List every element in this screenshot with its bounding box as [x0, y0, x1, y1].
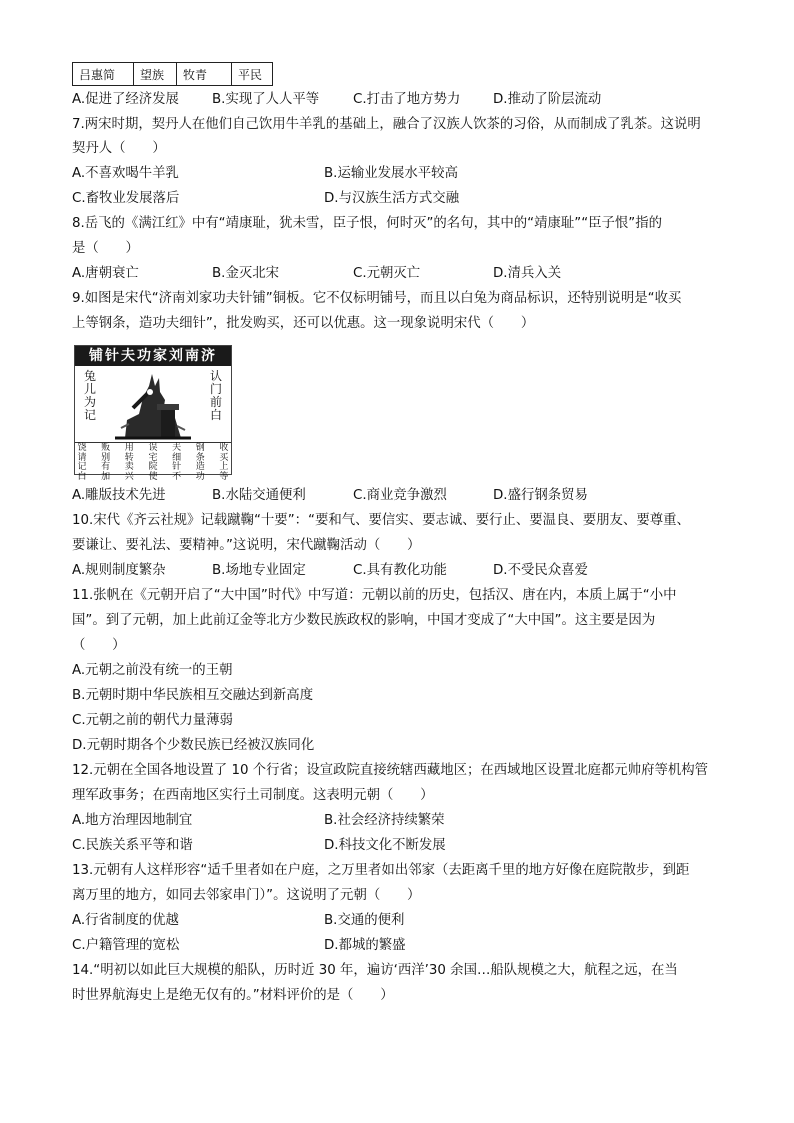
q14-stem-line-1: 14.“明初以如此巨大规模的船队，历时近 30 年，遍访‘西洋’30 余国…船队规模之大，航程之远，在当	[72, 963, 678, 978]
figure-column: 钢条造功	[195, 443, 205, 482]
q14-stem-line-2: 时世界航海史上是绝无仅有的。”材料评价的是（ ）	[72, 988, 394, 1003]
q11-stem-line-1: 11.张帆在《元朝开启了“大中国”时代》中写道：元朝以前的历史，包括汉、唐在内，本质上属于“小中	[72, 588, 677, 603]
option-d[interactable]: D.都城的繁盛	[324, 938, 406, 953]
figure-char: 前	[209, 395, 222, 409]
option-d[interactable]: D.元朝时期各个少数民族已经被汉族同化	[72, 738, 315, 753]
figure-char: 白	[209, 408, 222, 422]
option-c[interactable]: C.元朝灭亡	[353, 266, 421, 281]
q9-stem-line-1: 9.如图是宋代“济南刘家功夫针铺”铜板。它不仅标明铺号，而且以白兔为商品标识，还特别说明是“收买	[72, 291, 682, 306]
option-c[interactable]: C.商业竞争激烈	[353, 488, 447, 503]
figure-char: 认	[209, 369, 222, 383]
figure-column: 饶请记白	[77, 443, 87, 482]
option-a[interactable]: A.地方治理因地制宜	[72, 813, 193, 828]
q7-stem-line-2: 契丹人（ ）	[72, 141, 166, 156]
option-a[interactable]: A.规则制度繁杂	[72, 563, 166, 578]
figure-right-text	[203, 370, 229, 422]
q11-stem-line-3: （ ）	[72, 638, 126, 653]
rabbit-pounding-medicine-icon	[105, 368, 201, 442]
q7-stem-line-1: 7.两宋时期，契丹人在他们自己饮用牛羊乳的基础上，融合了汉族人饮茶的习俗，从而制成了乳茶。这说明	[72, 117, 701, 132]
option-d[interactable]: D.与汉族生活方式交融	[324, 191, 460, 206]
q12-stem-line-1: 12.元朝在全国各地设置了 10 个行省；设宣政院直接统辖西藏地区；在西域地区设置北庭都元帅府等机构管	[72, 763, 709, 778]
option-b[interactable]: B.实现了人人平等	[212, 92, 320, 107]
option-d[interactable]: D.推动了阶层流动	[493, 92, 602, 107]
option-c[interactable]: C.打击了地方势力	[353, 92, 461, 107]
option-c[interactable]: C.具有教化功能	[353, 563, 447, 578]
q8-stem-line-1: 8.岳飞的《满江红》中有“靖康耻，犹未雪，臣子恨，何时灭”的名句，其中的“靖康耻”“臣子恨”指的	[72, 216, 663, 231]
figure-column: 误宅院使	[148, 443, 158, 482]
info-table	[72, 62, 273, 86]
figure-char: 儿	[83, 382, 96, 396]
option-d[interactable]: D.清兵入关	[493, 266, 562, 281]
figure-char: 为	[83, 395, 96, 409]
option-c[interactable]: C.民族关系平等和谐	[72, 838, 193, 853]
option-a[interactable]: A.行省制度的优越	[72, 913, 179, 928]
option-d[interactable]: D.盛行钢条贸易	[493, 488, 588, 503]
q8-stem-line-2: 是（ ）	[72, 241, 139, 256]
q13-stem-line-2: 离万里的地方，如同去邻家串门）”。这说明了元朝（ ）	[72, 888, 421, 903]
q10-stem-line-2: 要谦让、要礼法、要精神。”这说明，宋代蹴鞠活动（ ）	[72, 538, 421, 553]
figure-left-text	[77, 370, 103, 422]
option-b[interactable]: B.场地专业固定	[212, 563, 306, 578]
figure-header: 铺针夫功家刘南济	[75, 346, 231, 366]
option-a[interactable]: A.雕版技术先进	[72, 488, 166, 503]
q9-stem-line-2: 上等钢条，造功夫细针”，批发购买，还可以优惠。这一现象说明宋代（ ）	[72, 316, 535, 331]
table-cell: 平民	[232, 63, 273, 86]
option-b[interactable]: B.水陆交通便利	[212, 488, 306, 503]
q10-stem-line-1: 10.宋代《齐云社规》记载蹴鞠“十要”：“要和气、要信实、要志诚、要行止、要温良、要朋友、要尊重、	[72, 513, 690, 528]
figure-column: 贩别有加	[101, 443, 111, 482]
figure-column: 夫细针不	[172, 443, 182, 482]
option-c[interactable]: C.畜牧业发展落后	[72, 191, 180, 206]
option-c[interactable]: C.户籍管理的宽松	[72, 938, 180, 953]
option-b[interactable]: B.元朝时期中华民族相互交融达到新高度	[72, 688, 314, 703]
option-a[interactable]: A.元朝之前没有统一的王朝	[72, 663, 233, 678]
option-b[interactable]: B.运输业发展水平较高	[324, 166, 458, 181]
option-d[interactable]: D.不受民众喜爱	[493, 563, 588, 578]
figure-char: 记	[83, 408, 96, 422]
table-cell: 吕惠简	[73, 63, 134, 86]
copper-plate-figure	[74, 345, 232, 482]
figure-column: 收买上等	[219, 443, 229, 482]
option-b[interactable]: B.金灭北宋	[212, 266, 280, 281]
option-a[interactable]: A.唐朝衰亡	[72, 266, 139, 281]
figure-bottom-text	[77, 443, 229, 482]
table-row	[73, 63, 273, 86]
option-a[interactable]: A.促进了经济发展	[72, 92, 179, 107]
q13-stem-line-1: 13.元朝有人这样形容“适千里者如在户庭，之万里者如出邻家（去距离千里的地方好像在庭院散步，到距	[72, 863, 690, 878]
table-cell: 望族	[134, 63, 177, 86]
figure-column: 用转卖兴	[124, 443, 134, 482]
table-cell: 牧青	[177, 63, 232, 86]
q12-stem-line-2: 理军政事务；在西南地区实行土司制度。这表明元朝（ ）	[72, 788, 434, 803]
option-b[interactable]: B.交通的便利	[324, 913, 405, 928]
option-a[interactable]: A.不喜欢喝牛羊乳	[72, 166, 179, 181]
option-c[interactable]: C.元朝之前的朝代力量薄弱	[72, 713, 233, 728]
figure-char: 兔	[83, 369, 96, 383]
figure-char: 门	[209, 382, 222, 396]
option-b[interactable]: B.社会经济持续繁荣	[324, 813, 445, 828]
option-d[interactable]: D.科技文化不断发展	[324, 838, 446, 853]
q11-stem-line-2: 国”。到了元朝，加上此前辽金等北方少数民族政权的影响，中国才变成了“大中国”。这主要是因为	[72, 613, 656, 628]
